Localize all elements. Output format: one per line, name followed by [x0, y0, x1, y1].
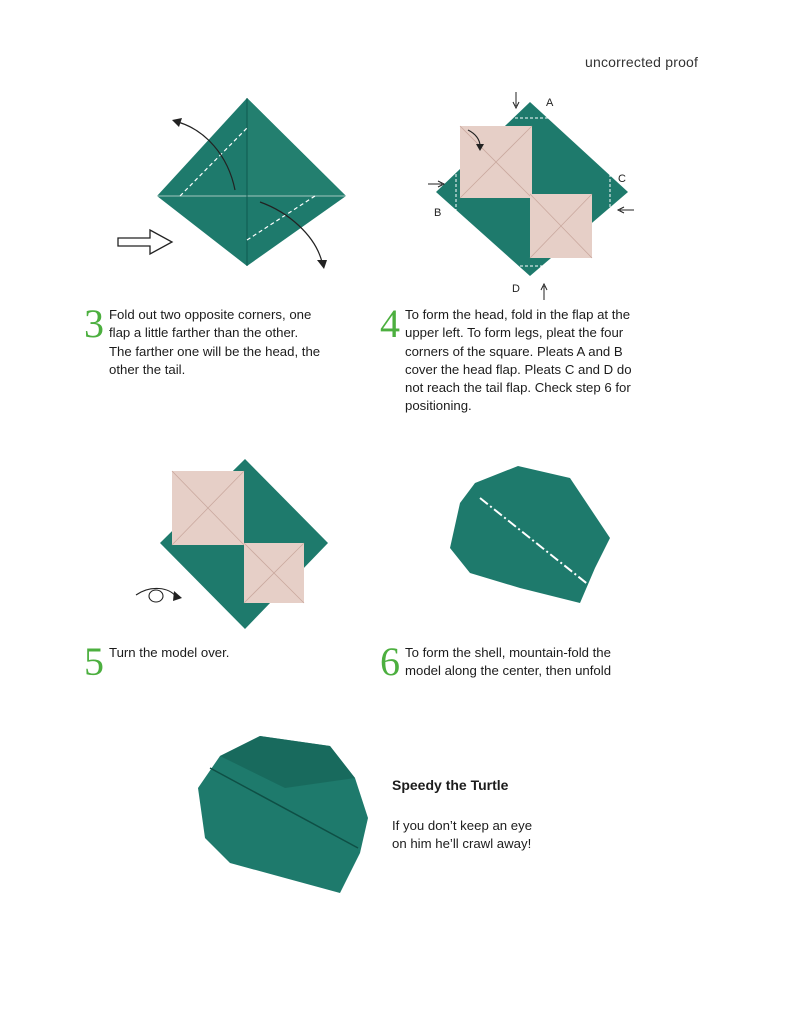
- step-5-number: 5: [84, 639, 104, 684]
- step-5-text: [109, 644, 369, 662]
- pleat-label-a: A: [546, 97, 554, 109]
- step-3-line: Fold out two opposite corners, one: [109, 307, 312, 322]
- step-6-diagram: [440, 458, 625, 608]
- pleat-label-c: C: [618, 173, 626, 185]
- pointer-arrow: [118, 230, 172, 254]
- step-3-number: 3: [84, 301, 104, 346]
- step-6-number: 6: [380, 639, 400, 684]
- step-6-line: To form the shell, mountain-fold the: [405, 645, 611, 660]
- step-5-line: Turn the model over.: [109, 645, 230, 660]
- step-4-line: cover the head flap. Pleats C and D do: [405, 361, 632, 377]
- step-4-text: [405, 306, 695, 416]
- step-4-line: corners of the square. Pleats A and B: [405, 343, 623, 359]
- model-title: Speedy the Turtle: [392, 777, 509, 793]
- step-3-text: [109, 306, 369, 379]
- step-4-diagram: [420, 88, 650, 303]
- finished-turtle: [190, 728, 380, 898]
- caption-line: If you don’t keep an eye: [392, 818, 533, 833]
- step-6-line: model along the center, then unfold: [405, 663, 612, 679]
- step-6-text: [405, 644, 695, 681]
- step-3-diagram: [110, 90, 360, 280]
- step-4-line: positioning.: [405, 398, 472, 414]
- step-4-line: To form the head, fold in the flap at the: [405, 307, 631, 322]
- step-3-line: The farther one will be the head, the: [109, 343, 321, 359]
- pleat-label-d: D: [512, 283, 520, 295]
- step-4-line: upper left. To form legs, pleat the four: [405, 325, 624, 341]
- step-4-line: not reach the tail flap. Check step 6 for: [405, 380, 631, 396]
- pleat-label-b: B: [434, 207, 442, 219]
- step-5-diagram: [130, 455, 340, 635]
- model-caption: [392, 817, 582, 854]
- step-3-line: other the tail.: [109, 361, 186, 377]
- step-4-number: 4: [380, 301, 400, 346]
- caption-line: on him he’ll crawl away!: [392, 836, 532, 852]
- step-3-line: flap a little farther than the other.: [109, 325, 299, 341]
- page-header: uncorrected proof: [585, 54, 699, 70]
